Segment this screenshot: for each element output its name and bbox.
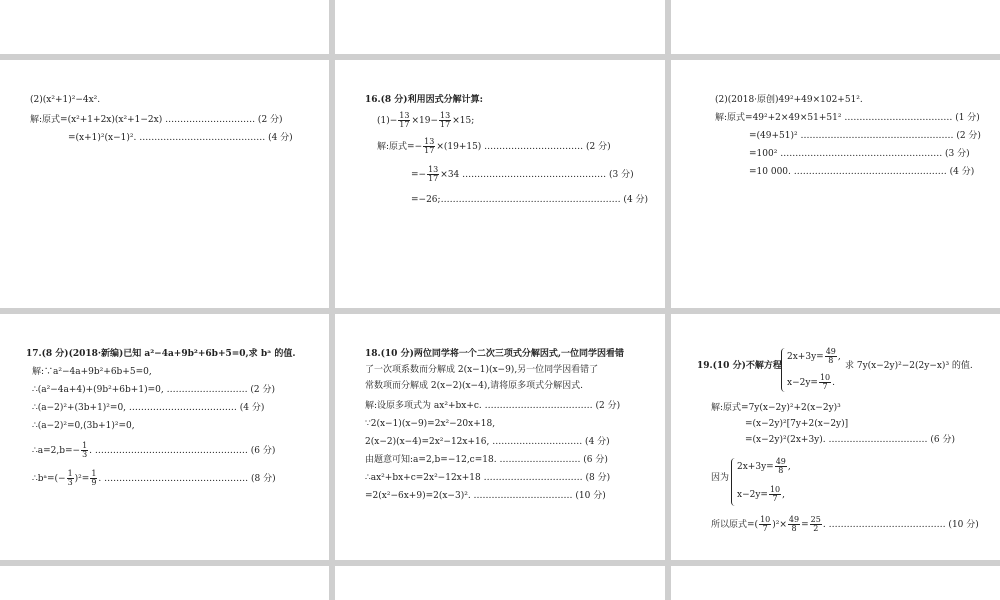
solution-line: 解:∵a²−4a+9b²+6b+5=0, (32, 367, 152, 377)
fraction: $\frac{10}{7}$ (819, 373, 831, 391)
panel-ml-content (30, 96, 320, 156)
page-bottom-right (671, 314, 1000, 560)
solution-line: =2(x²−6x+9)=2(x−3)². …………………………… (10 分) (365, 491, 606, 501)
solution-line: 由题意可知:a=2,b=−12,c=18. ……………………… (6 分) (365, 455, 608, 465)
solution-line: =(x−2y)²[7y+2(x−2y)] (745, 419, 849, 429)
fraction: $\frac{13}{17}$ (428, 165, 439, 183)
problem-title: 18.(10 分)两位同学将一个二次三项式分解因式,一位同学因看错 (365, 349, 624, 359)
solution-line: 解:设原多项式为 ax²+bx+c. ……………………………… (2 分) (365, 401, 621, 411)
solution-line: ∴(a−2)²+(3b+1)²=0, ……………………………… (4 分) (32, 403, 265, 413)
solution-line: 解:原式=7y(x−2y)²+2(x−2y)³ (711, 403, 841, 413)
page-lower-middle (335, 566, 665, 600)
fraction: $\frac{49}{8}$ (825, 347, 836, 365)
solution-line: 因为 (711, 473, 730, 483)
equation: x−2y= $\frac{10}{7}$ . (787, 373, 836, 391)
page-middle-right (671, 60, 1000, 308)
problem-text: 常数项而分解成 2(x−2)(x−4),请将原多项式分解因式. (365, 381, 584, 391)
page-top-right (671, 0, 1000, 54)
problem-text: 求 7y(x−2y)²−2(2y−x)³ 的值. (845, 361, 973, 371)
page-middle-center (335, 60, 665, 308)
page-bottom-left (0, 314, 329, 560)
fraction: $\frac{10}{7}$ (760, 515, 771, 533)
fraction: $\frac{13}{17}$ (399, 111, 410, 129)
solution-line: =−26;…………………………………………………… (4 分) (411, 195, 649, 205)
page-lower-right (671, 566, 1000, 600)
brace (781, 348, 785, 392)
panel-br-content (697, 348, 997, 548)
page-middle-left (0, 60, 329, 308)
page-lower-left (0, 566, 329, 600)
fraction: $\frac{49}{8}$ (775, 457, 786, 475)
solution-line: 解:原式=49²+2×49×51+51² ……………………………… (1 分) (715, 113, 980, 123)
solution-line: 解:原式=(x²+1+2x)(x²+1−2x) ………………………… (2 分) (30, 115, 283, 125)
panel-tr-content (715, 96, 995, 186)
problem-title: 16.(8 分)利用因式分解计算: (365, 95, 483, 105)
panel-bl-content (26, 350, 321, 490)
solution-line: 2(x−2)(x−4)=2x²−12x+16, ………………………… (4 分) (365, 437, 610, 447)
problem-title: (2)(2018·原创)49²+49×102+51². (715, 95, 863, 105)
equation: x−2y= $\frac{10}{7}$ , (737, 485, 786, 503)
fraction: $\frac{13}{17}$ (440, 111, 451, 129)
equation: 2x+3y= $\frac{49}{8}$ , (737, 457, 791, 475)
solution-line: =− $\frac{13}{17}$ ×34 ………………………………………… (3 分) (411, 165, 634, 183)
problem-title: (2)(x²+1)²−4x². (30, 95, 101, 105)
page-top-middle (335, 0, 665, 54)
panel-bm-content (365, 350, 660, 510)
solution-line: ∴(a−2)²=0,(3b+1)²=0, (32, 421, 135, 431)
fraction: $\frac{1}{9}$ (91, 469, 97, 487)
problem-text: 了一次项系数而分解成 2(x−1)(x−9),另一位同学因看错了 (365, 365, 599, 375)
solution-line: 所以原式=( $\frac{10}{7}$ )²× $\frac{49}{8}$ = $\frac{25}{2}$ . ………………………………… (10 分) (711, 515, 979, 533)
fraction: $\frac{25}{2}$ (810, 515, 821, 533)
solution-line: =(49+51)² …………………………………………… (2 分) (749, 131, 981, 141)
solution-line: =10 000. …………………………………………… (4 分) (749, 167, 975, 177)
equation: 2x+3y= $\frac{49}{8}$ , (787, 347, 841, 365)
fraction: $\frac{1}{3}$ (67, 469, 73, 487)
fraction: $\frac{13}{17}$ (424, 137, 435, 155)
problem-title: 17.(8 分)(2018·新编)已知 a²−4a+9b²+6b+5=0,求 bᵃ 的值. (26, 349, 296, 359)
solution-line: ∴ax²+bx+c=2x²−12x+18 …………………………… (8 分) (365, 473, 611, 483)
fraction: $\frac{1}{3}$ (82, 441, 88, 459)
fraction: $\frac{10}{7}$ (769, 485, 781, 503)
solution-line: 解:原式=− $\frac{13}{17}$ ×(19+15) …………………………… (2 分) (377, 137, 611, 155)
solution-line: =(x+1)²(x−1)². …………………………………… (4 分) (68, 133, 293, 143)
solution-line: ∴bᵃ=(− $\frac{1}{3}$ )²= $\frac{1}{9}$ . ………………………………………… (8 分) (32, 469, 276, 487)
solution-line: (1)− $\frac{13}{17}$ ×19− $\frac{13}{17}$ ×15; (377, 111, 475, 129)
fraction: $\frac{49}{8}$ (788, 515, 800, 533)
solution-line: =100² ……………………………………………… (3 分) (749, 149, 970, 159)
solution-line: =(x−2y)²(2x+3y). …………………………… (6 分) (745, 435, 955, 445)
problem-title: 19.(10 分)不解方程 (697, 361, 782, 371)
page-top-left (0, 0, 329, 54)
solution-line: ∵2(x−1)(x−9)=2x²−20x+18, (365, 419, 496, 429)
brace (731, 458, 735, 506)
solution-line: ∴a=2,b=− $\frac{1}{3}$ . …………………………………………… (6 分) (32, 441, 276, 459)
solution-line: ∴(a²−4a+4)+(9b²+6b+1)=0, ……………………… (2 分) (32, 385, 276, 395)
page-bottom-center (335, 314, 665, 560)
panel-mm-content (365, 96, 660, 216)
